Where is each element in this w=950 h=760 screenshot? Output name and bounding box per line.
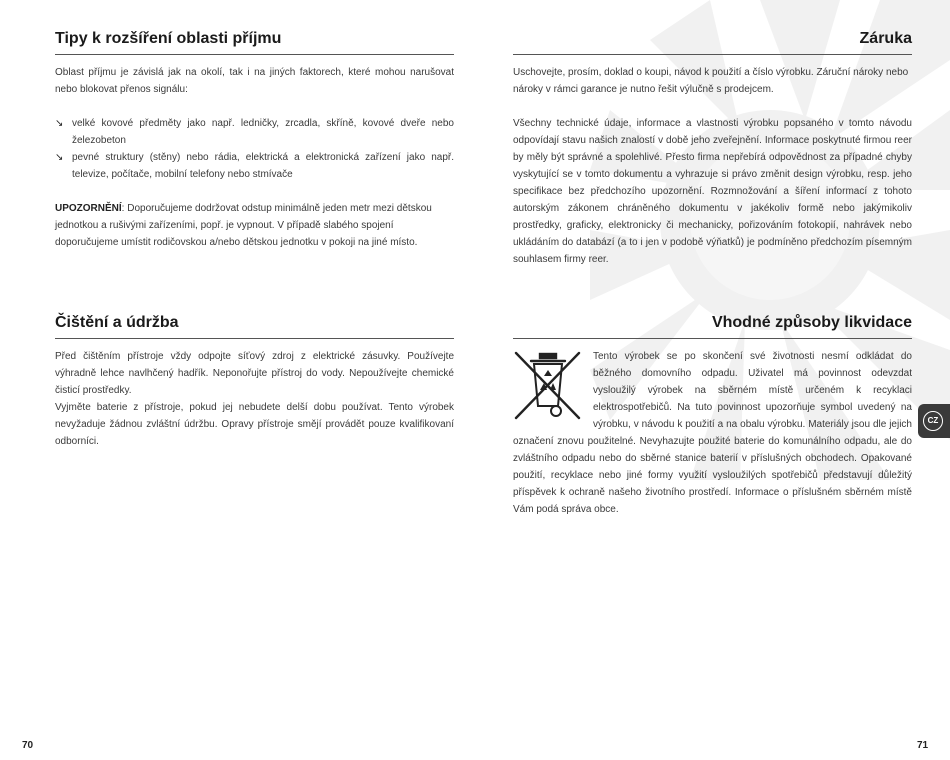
reception-tips-heading: Tipy k rozšíření oblasti příjmu [55, 30, 454, 55]
crossed-out-wheelie-bin-icon [513, 350, 583, 422]
warranty-paragraph-1: Uschovejte, prosím, doklad o koupi, návod k použití a číslo výrobku. Záruční nároky nebo nároky v rámci garance je nutno řešit výlučně s prodejcem. [513, 67, 909, 95]
warning-paragraph [55, 200, 454, 251]
language-tab [918, 404, 950, 438]
reception-intro: Oblast příjmu je závislá jak na okolí, tak i na jiných faktorech, které mohou narušovat nebo blokovat přenos signálu: [55, 67, 454, 95]
disposal-heading: Vhodné způsoby likvidace [513, 314, 912, 339]
disposal-paragraph: Tento výrobek se po skončení své životnosti nesmí odkládat do běžného domovního odpadu. Uživatel má povinnost odevzdat vysloužilý výrobek na sběrném místě určeném k recyklaci elektrospotřebičů. Na tuto povinnost upozorňuje symbol uvedený na výrobku, v návodu k použití a na obalu výrobku. Materiály jsou dle jejich označení znovu použitelné. Nevyhazujte použité baterie do komunálního odpadu, ale do zvláštního odpadu nebo do sběrné stanice baterií v příslušných obchodech. Opakované použití, recyklace nebo jiné formy využití vysloužilých spotřebičů představují důležitý příspěvek k ochraně našeho životního prostředí. Informace o příslušném sběrném místě Vám podá správa obce. [513, 351, 912, 515]
cleaning-heading: Čištění a údržba [55, 314, 454, 339]
cleaning-paragraph-2: Vyjměte baterie z přístroje, pokud jej nebudete delší dobu používat. Tento výrobek nevyžaduje žádnou zvláštní údržbu. Opravy přístroje smějí provádět pouze kvalifikovaní odborníci. [55, 402, 454, 447]
warranty-heading: Záruka [513, 30, 912, 55]
arrow-down-right-icon: ↘ [55, 152, 64, 163]
warning-label: UPOZORNĚNÍ [55, 203, 122, 214]
cleaning-paragraph-1: Před čištěním přístroje vždy odpojte síťový zdroj z elektrické zásuvky. Používejte výhradně lehce navlhčený hadřík. Neponořujte přístroj do vody. Nepoužívejte chemické čisticí prostředky. [55, 351, 454, 396]
page-number-left: 70 [22, 740, 34, 751]
cleaning-section [55, 314, 454, 450]
page-number-right: 71 [917, 740, 929, 751]
list-item: ↘ pevné struktury (stěny) nebo rádia, elektrická a elektronická zařízení jako např. televize, počítače, mobilní telefony nebo stmívače [55, 149, 454, 183]
warning-text: : Doporučujeme dodržovat odstup minimálně jeden metr mezi dětskou jednotkou a rušivými zařízeními, popř. je vypnout. V případě slabého spojení doporučujeme umístit rodičovskou a/nebo dětskou jednotku v pokoji na jiné místo. [55, 203, 432, 248]
warranty-section [513, 30, 912, 268]
disposal-section [513, 314, 912, 518]
reception-tips-section [55, 30, 454, 251]
list-item: ↘ velké kovové předměty jako např. ledničky, zrcadla, skříně, kovové dveře nebo železobeton [55, 115, 454, 149]
language-tab-label: CZ [923, 411, 943, 431]
warranty-paragraph-2: Všechny technické údaje, informace a vlastnosti výrobku popsaného v tomto návodu odpovídají stavu našich znalostí v době jeho zveřejnění. Informace poskytnuté firmou reer by měly být správné a spolehlivé. Přesto firma nepřebírá odpovědnost za případné chyby vyskytující se v tomto dokumentu a vyhrazuje si právo změnit design výrobku, resp. jeho specifikace bez předchozího upozornění. Rozmnožování a šíření informací z tohoto autorským zákonem chráněného dokumentu v jakékoliv formě nebo jakýmikoliv prostředky, graficky, elektronicky či mechanicky, pořizováním fotokopií, nahrávek nebo ukládáním do databází (a to i jen v podobě výňatků) je podmíněno předchozím písemným souhlasem firmy reer. [513, 118, 912, 265]
interference-list [55, 115, 454, 183]
arrow-down-right-icon: ↘ [55, 118, 64, 129]
